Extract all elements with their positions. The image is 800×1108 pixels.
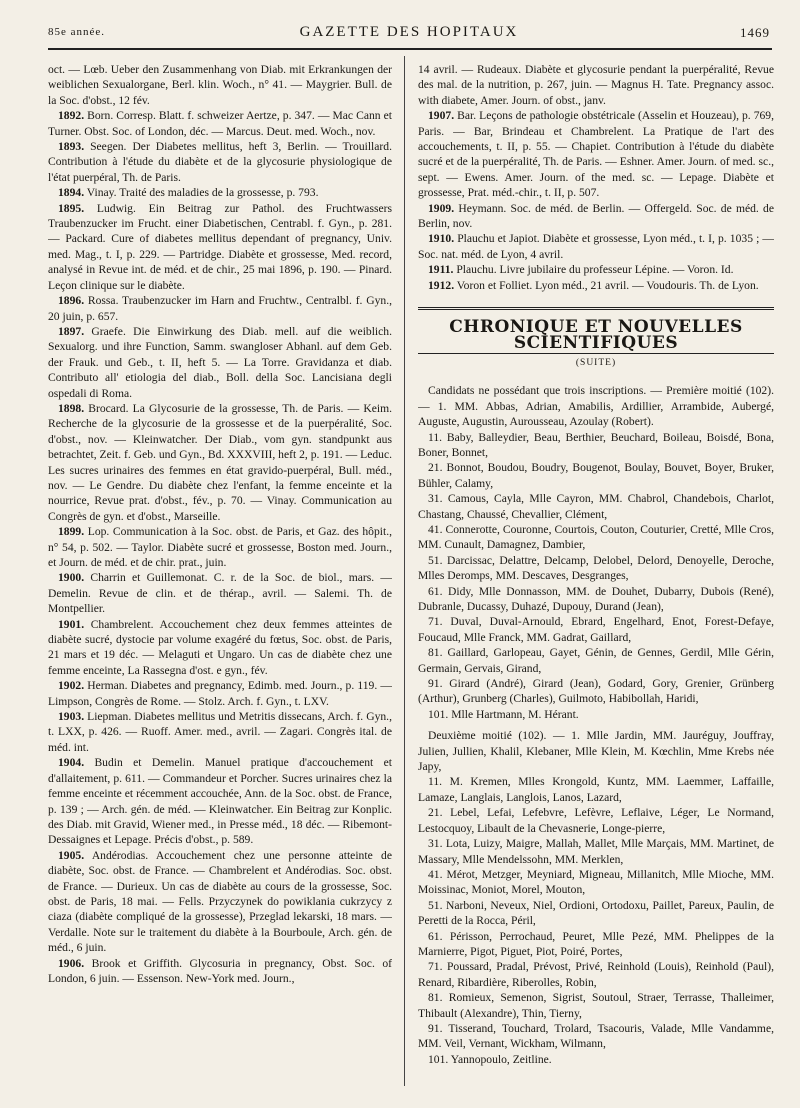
reference-paragraph: 1905. Andérodias. Accouchement chez une personne atteinte de diabète, Soc. obst. de France. — Chambrelent et Andérodias. Soc. obst. de France. — Durieux. Un cas de diabète au cours de la grossesse, Soc. obst. de Paris, 18 mai. — Fells. Przyczynek do powiklania cukrzycy z ciaza (diabète compliqué de la grossesse), Przeglad lekarski, 18 mars. — Verdalle. Note sur le traitement du diabète à la Bourboule, Arch. gén. de méd., 6 juin. bbox=[48, 848, 392, 955]
candidate-list: 11. Baby, Balleydier, Beau, Berthier, Beuchard, Boileau, Boisdé, Bona, Boner, Bonnet, bbox=[418, 430, 774, 459]
column-divider bbox=[404, 56, 405, 1086]
left-column bbox=[48, 62, 392, 1102]
reference-paragraph: 1909. Heymann. Soc. de méd. de Berlin. — Offergeld. Soc. de méd. de Berlin, nov. bbox=[418, 201, 774, 231]
header-year: 85e année. bbox=[48, 26, 106, 38]
reference-paragraph: 1893. Seegen. Der Diabetes mellitus, heft 3, Berlin. — Trouillard. Contribution à l'étude du diabète et de la glycosurie physiologique de l'état puerpéral, Th. de Paris. bbox=[48, 140, 392, 184]
right-column bbox=[418, 62, 774, 1102]
reference-paragraph: 14 avril. — Rudeaux. Diabète et glycosurie pendant la puerpéralité, Revue des mal. de la nutrition, p. 267, juin. — Magnus H. Tate. Pregnancy assoc. with diabete, Amer. Journ. of obst., janv. bbox=[418, 63, 774, 107]
reference-paragraph: 1906. Brook et Griffith. Glycosuria in pregnancy, Obst. Soc. of London, 6 juin. — Essenson. New-York med. Journ., bbox=[48, 956, 392, 985]
candidate-list: 81. Gaillard, Garlopeau, Gayet, Génin, de Gennes, Gerdil, Mlle Gérin, Germain, Gervais, Girand, bbox=[418, 646, 774, 675]
candidate-list: 91. Girard (André), Girard (Jean), Godard, Gory, Grenier, Grünberg (Arthur), Grunberg (Charles), Guilmoto, Habibollah, Haridi, bbox=[418, 677, 774, 706]
reference-paragraph: oct. — Lœb. Ueber den Zusammenhang von Diab. mit Erkrankungen der weiblichen Sexualorgane, Berl. klin. Woch., n° 41. — Maygrier. Bull. de la Soc. d'obst., 12 fév. bbox=[48, 63, 392, 107]
reference-paragraph: 1900. Charrin et Guillemonat. C. r. de la Soc. de biol., mars. — Demelin. Revue de clin. et de thérap., avril. — Salemi. Th. de Montpellier. bbox=[48, 571, 392, 616]
header-title: GAZETTE DES HOPITAUX bbox=[299, 24, 519, 40]
reference-paragraph: 1901. Chambrelent. Accouchement chez deux femmes atteintes de diabète sucré, dystocie par volume exagéré du fœtus, Soc. obst. de Paris, 21 mars et 19 déc. — Melaguti et Ungaro. Un cas de diabète chez une femme enceinte, La Rassegna d'ost. e gyn., fév. bbox=[48, 617, 392, 677]
candidate-list: 51. Darcissac, Delattre, Delcamp, Delobel, Delord, Denoyelle, Deroche, Mlles Deromps, MM. Descaves, Desgranges, bbox=[418, 553, 774, 583]
candidate-list: 91. Tisserand, Touchard, Trolard, Tsacouris, Valade, Mlle Vandamme, MM. Veil, Vernant, Wickham, Wilmann, bbox=[418, 1021, 774, 1051]
candidate-list: 51. Narboni, Neveux, Niel, Ordioni, Ortodoxu, Paillet, Pareux, Paulin, de Peretti de la Rocca, Péril, bbox=[418, 898, 774, 928]
reference-paragraph: 1897. Graefe. Die Einwirkung des Diab. mell. auf die weiblich. Sexualorg. und ihre Function, Samm. swangloser Abhanl. auf dem Geb. der Frauk. und Geb., t. II, heft 5. — La Torre. Gravidanza et diab. Contributo all' etiologia del diab., Boll. della Soc. Lancisiana degli ospedali di Roma. bbox=[48, 324, 392, 400]
reference-paragraph: 1904. Budin et Demelin. Manuel pratique d'accouchement et d'allaitement, p. 611. — Commandeur et Porcher. Sucres urinaires chez la femme enceinte et récemment accouchée, Ann. de la Soc. obst. de France, p. 139 ; — Arch. gén. de méd. — Kleinwatcher. Ein Beitrag zur Konplic. des Diab. mit Gravid, Wiener med., in Presse méd., 18 déc. — Ribemont-Dessaignes et Lepage. Précis d'obst., p. 589. bbox=[48, 756, 392, 847]
candidate-list: 61. Didy, Mlle Donnasson, MM. de Douhet, Dubarry, Dubois (René), Dubranle, Ducassy, Duhazé, Dupouy, Durand (Jean), bbox=[418, 584, 774, 613]
header-page-number: 1469 bbox=[740, 25, 770, 40]
candidate-list: 61. Périsson, Perrochaud, Peuret, Mlle Pezé, MM. Phelippes de la Marnierre, Pigot, Piguet, Piot, Poiré, Portes, bbox=[418, 929, 774, 958]
reference-paragraph: 1892. Born. Corresp. Blatt. f. schweizer Aertze, p. 347. — Mac Cann et Turner. Obst. Soc. of London, déc. — Marcus. Deut. med. Woch., nov. bbox=[48, 109, 392, 138]
candidate-list: Deuxième moitié (102). — 1. Mlle Jardin, MM. Jauréguy, Jouffray, Julien, Jullien, Khalil, Klebaner, Mlle Klein, M. Kœchlin, Mme Krebs née Japy, bbox=[418, 729, 774, 774]
candidate-list: 81. Romieux, Semenon, Sigrist, Soutoul, Straer, Terrasse, Thalleimer, Thibault (Alexandre), Thin, Tierny, bbox=[418, 991, 774, 1020]
reference-paragraph: 1894. Vinay. Traité des maladies de la grossesse, p. 793. bbox=[58, 186, 319, 200]
candidate-list: 71. Poussard, Pradal, Prévost, Privé, Reinhold (Louis), Reinhold (Paul), Renard, Ribardière, Riberolles, Robin, bbox=[418, 960, 774, 989]
reference-paragraph: 1903. Liepman. Diabetes mellitus und Metritis dissecans, Arch. f. Gyn., t. LXX, p. 426. — Ruoff. Amer. med., avril. — Zagari. Congrès ital. de méd. int. bbox=[48, 710, 392, 754]
reference-paragraph: 1907. Bar. Leçons de pathologie obstétricale (Asselin et Houzeau), p. 769, Paris. — Bar, Brindeau et Chambrelent. La Pratique de l'art des accouchements, t. II, p. 55. — Chapiet. Contribution à l'étude du diabète sucré et de la puerpéralité, Th. de Paris. — Eshner. Amer. Journ. of med. sc., sept. — Ewens. Amer. Journ. of the med. sc. — Lepage. Diabète et grossesse, Prat. méd.-chir., t. II, p. 507. bbox=[418, 109, 774, 200]
candidate-list: 101. Mlle Hartmann, M. Hérant. bbox=[428, 707, 579, 721]
candidate-list: 101. Yannopoulo, Zeitline. bbox=[428, 1052, 552, 1066]
section-title: CHRONIQUE ET NOUVELLES SCIENTIFIQUES bbox=[418, 307, 774, 354]
reference-paragraph: 1898. Brocard. La Glycosurie de la grossesse, Th. de Paris. — Keim. Recherche de la glycosurie de la grossesse et de la puerpéralité, Soc. d'obst., nov. — Kleinwatcher. Der Diab., vom gyn. standpunkt aus betrachtet, Zeit. f. Geb. und Gyn., Bd. XXXVIII, heft 2, p. 191. — Leduc. Les sucres urinaires des femmes en état gravido-puerpéral, Bull. méd., nov. — Le Gendre. Du diabète chez l'enfant, la femme enceinte et la nourrice, Revue prat. d'obst., fév., p. 70. — Vinay. Communication au Congrès de gyn. et d'obst., Marseille. bbox=[48, 401, 392, 523]
section-subtitle: (SUITE) bbox=[575, 357, 617, 368]
candidate-list: 21. Lebel, Lefai, Lefebvre, Lefèvre, Leflaive, Léger, Le Normand, Lestocquoy, Libault de la Chevasnerie, Longe-pierre, bbox=[418, 806, 774, 835]
candidate-list: 31. Lota, Luizy, Maigre, Mallah, Mallet, Mlle Marçais, MM. Martinet, de Massary, Mlle Mendelssohn, MM. Merklen, bbox=[418, 837, 774, 866]
reference-paragraph: 1911. Plauchu. Livre jubilaire du professeur Lépine. — Voron. Id. bbox=[428, 263, 734, 277]
reference-paragraph: 1896. Rossa. Traubenzucker im Harn and Fruchtw., Centralbl. f. Gyn., 20 juin, p. 657. bbox=[48, 294, 392, 323]
candidate-list: 11. M. Kremen, Mlles Krongold, Kuntz, MM. Laemmer, Laffaille, Lamaze, Langlais, Langlois, Lanos, Lazard, bbox=[418, 775, 774, 804]
candidate-list: Candidats ne possédant que trois inscriptions. — Première moitié (102). — 1. MM. Abbas, Adrian, Amabilis, Ardillier, Arrambide, Aubergé, Auguste, Augustin, Aurousseau, Azoulay (Robert). bbox=[418, 384, 774, 429]
reference-paragraph: 1895. Ludwig. Ein Beitrag zur Pathol. des Fruchtwassers Traubenzucker im Frucht. einer Diabetischen, Centrabl. f. Gyn., p. 281. — Packard. Cure of diabetes mellitus dependant of pregnancy, Univ. med. Mag., t. I, p. 229. — Partridge. Diabète et grossesse, Med. record, analysé in Revue int. de méd. et de chir., 25 mai 1896, p. 190. — Pinard. Leçon clinique sur le diabète. bbox=[48, 201, 392, 292]
candidate-list: 21. Bonnot, Boudou, Boudry, Bougenot, Boulay, Bouvet, Boyer, Bruker, Bühler, Calamy, bbox=[418, 461, 774, 490]
candidate-list: 41. Connerotte, Couronne, Courtois, Couton, Couturier, Cretté, Mlle Cros, MM. Cunault, Damagnez, Dambier, bbox=[418, 522, 774, 552]
candidate-list: 31. Camous, Cayla, Mlle Cayron, MM. Chabrol, Chandebois, Charlot, Chastang, Chaussé, Chevallier, Clément, bbox=[418, 492, 774, 521]
candidate-list: 71. Duval, Duval-Arnould, Ebrard, Engelhard, Enot, Forest-Defaye, Foucaud, Mlle Franck, MM. Gadrat, Gaillard, bbox=[418, 615, 774, 644]
reference-paragraph: 1902. Herman. Diabetes and pregnancy, Edimb. med. Journ., p. 119. — Limpson, Congrès de Rome. — Stolz. Arch. f. Gyn., t. LXV. bbox=[48, 679, 392, 708]
reference-paragraph: 1910. Plauchu et Japiot. Diabète et grossesse, Lyon méd., t. I, p. 1035 ; — Soc. nat. méd. de Lyon, 4 avril. bbox=[418, 232, 774, 261]
candidate-list: 41. Mérot, Metzger, Meyniard, Migneau, Millanitch, Mlle Mioche, MM. Moissinac, Moniot, Morel, Mouton, bbox=[418, 867, 774, 897]
header-rule bbox=[48, 48, 772, 50]
page-header bbox=[48, 24, 770, 44]
reference-paragraph: 1912. Voron et Folliet. Lyon méd., 21 avril. — Voudouris. Th. de Lyon. bbox=[428, 278, 759, 292]
reference-paragraph: 1899. Lop. Communication à la Soc. obst. de Paris, et Gaz. des hôpit., n° 54, p. 502. — Taylor. Diabète sucré et grossesse, Boston med. Journ., et Journ. de méd. et de chir. prat., juin. bbox=[48, 525, 392, 569]
